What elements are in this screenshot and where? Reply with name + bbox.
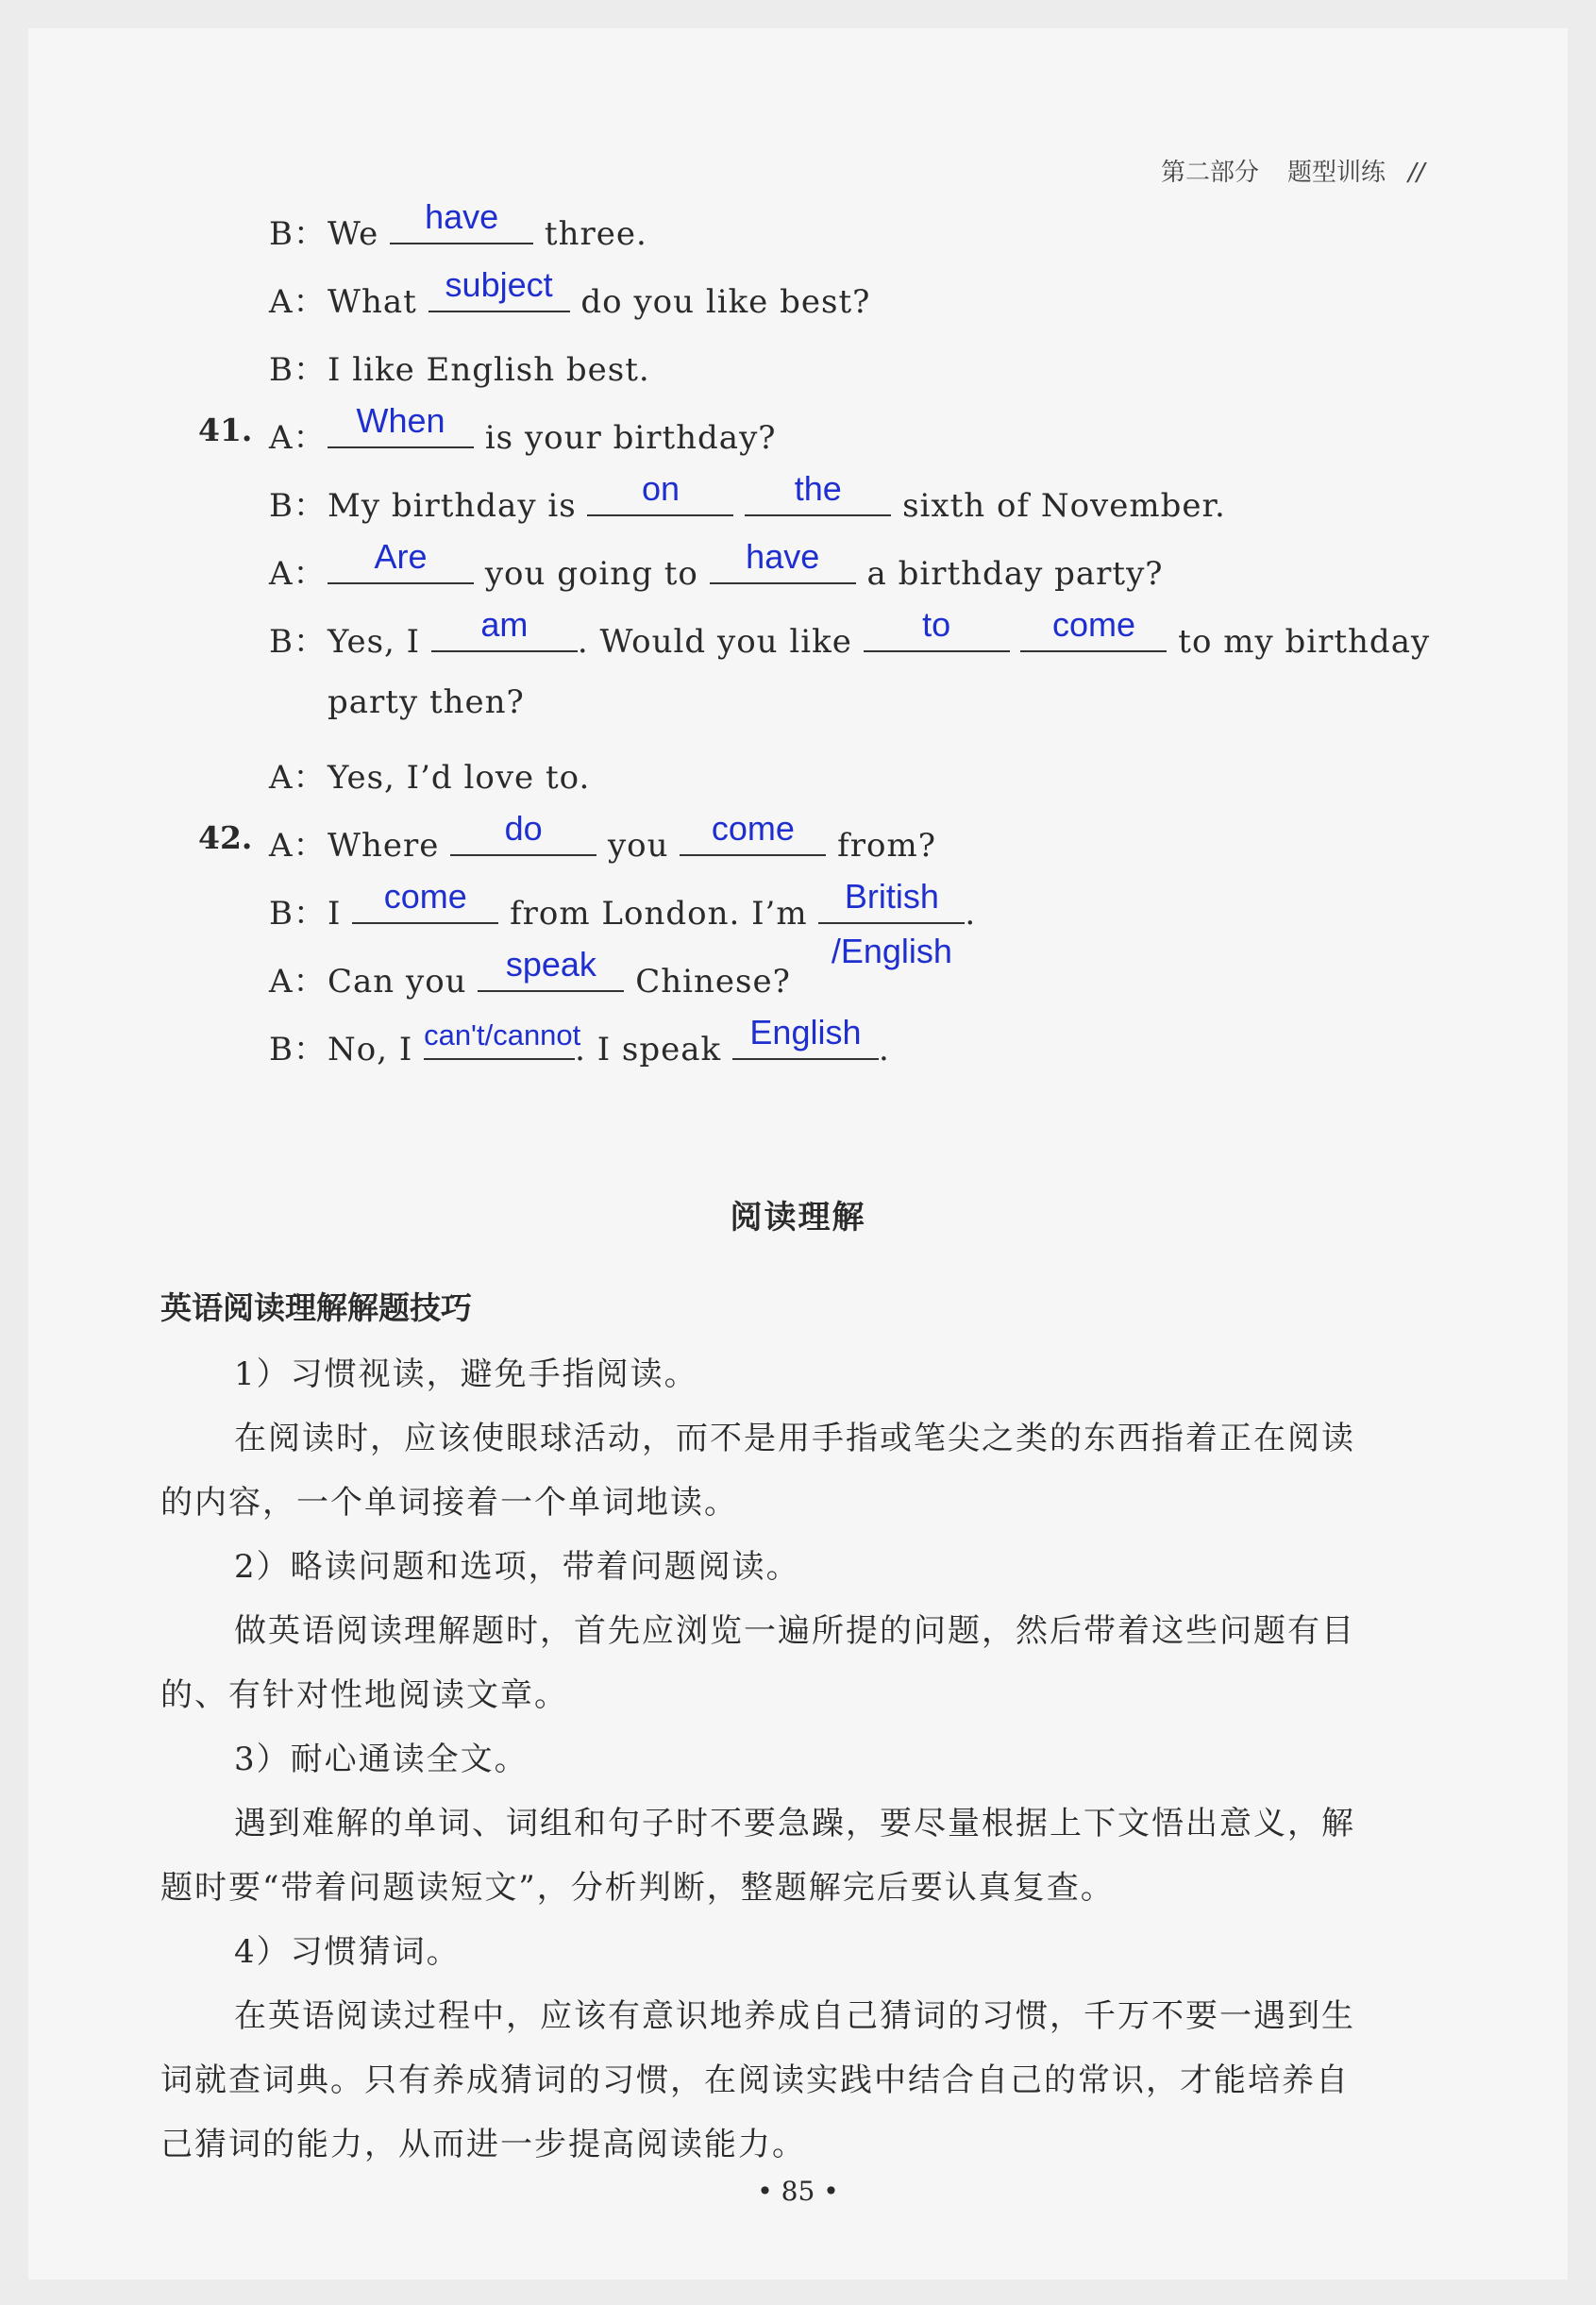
tip-heading: 4）习惯猜词。	[234, 1933, 461, 1971]
tip-heading: 2）略读问题和选项，带着问题阅读。	[234, 1548, 800, 1586]
line-text: Where	[328, 827, 440, 865]
line-text: you	[607, 827, 669, 865]
answer-blank[interactable]	[450, 809, 596, 856]
line-text: We	[328, 215, 379, 253]
line-text: party then?	[328, 683, 525, 721]
answer-text: subject	[445, 265, 553, 304]
tip-paragraph: 的、有针对性地阅读文章。	[160, 1676, 568, 1714]
speaker-label: B	[269, 623, 294, 661]
answer-blank[interactable]	[864, 605, 1010, 652]
answer-blank[interactable]	[431, 605, 578, 652]
line-text: . I speak	[575, 1031, 722, 1068]
line-text: I	[328, 895, 342, 933]
header-part: 第二部分	[1161, 159, 1260, 187]
dialogue-line: B：Yes, I am . Would you like to come to my birthday	[269, 605, 1431, 661]
answer-text: am	[480, 605, 529, 644]
dialogue-line	[328, 683, 525, 731]
dialogue-line: B：My birthday is on the sixth of November.	[269, 469, 1226, 525]
answer-blank[interactable]	[680, 809, 826, 856]
line-text: My birthday is	[328, 487, 577, 525]
line-text: to my birthday	[1178, 623, 1431, 661]
answer-blank[interactable]	[424, 1018, 581, 1060]
line-text: I like English best.	[328, 351, 650, 389]
header-section: 题型训练	[1287, 159, 1386, 187]
tip-paragraph: 在阅读时，应该使眼球活动，而不是用手指或笔尖之类的东西指着正在阅读	[234, 1420, 1355, 1457]
dialogue-line: A：Can you speak Chinese?	[269, 945, 791, 1001]
tip-heading: 3）耐心通读全文。	[234, 1741, 529, 1778]
line-text: Yes, I	[328, 623, 421, 661]
speaker-label: B	[269, 895, 294, 933]
answer-text: the	[794, 469, 842, 508]
line-text: Can you	[328, 963, 467, 1001]
answer-text: have	[425, 197, 499, 236]
dialogue-line: A：Yes, I’d love to.	[269, 759, 591, 797]
speaker-label: A	[269, 555, 294, 593]
speaker-label: A	[269, 963, 294, 1001]
speaker-label: A	[269, 419, 294, 457]
answer-blank[interactable]	[587, 469, 733, 516]
dialogue-line: B：No, I can't/cannot . I speak English .	[269, 1013, 890, 1068]
speaker-label: B	[269, 487, 294, 525]
dialogue-line: B：I come from London. I’m British /English .	[269, 877, 977, 970]
tip-paragraph: 的内容，一个单词接着一个单词地读。	[160, 1484, 738, 1522]
answer-text: come	[383, 877, 467, 916]
line-text: .	[965, 895, 977, 933]
line-text: from London. I’m	[510, 895, 808, 933]
line-text: No, I	[328, 1031, 413, 1068]
page	[28, 28, 1568, 2280]
answer-blank[interactable]	[478, 945, 624, 992]
speaker-label: B	[269, 215, 294, 253]
answer-text: to	[922, 605, 951, 644]
answer-text: speak	[505, 945, 596, 984]
tip-paragraph: 己猜词的能力，从而进一步提高阅读能力。	[160, 2126, 806, 2163]
tip-paragraph: 题时要“带着问题读短文”，分析判断，整题解完后要认真复查。	[160, 1869, 1115, 1907]
tips-title: 英语阅读理解解题技巧	[160, 1289, 472, 1326]
dialogue-line: A： When is your birthday?	[269, 401, 777, 457]
tip-paragraph: 做英语阅读理解题时，首先应浏览一遍所提的问题，然后带着这些问题有目	[234, 1612, 1355, 1650]
speaker-label: B	[269, 1031, 294, 1068]
answer-text-continued: /English	[831, 932, 952, 970]
running-header	[1161, 153, 1425, 188]
answer-blank[interactable]	[710, 537, 856, 584]
answer-text: have	[746, 537, 820, 576]
line-text: from?	[837, 827, 936, 865]
line-text: Chinese?	[635, 963, 791, 1001]
answer-text: When	[356, 401, 445, 440]
dialogue-line: B：I like English best.	[269, 351, 650, 389]
answer-blank[interactable]	[328, 401, 474, 448]
question-number-42: 42.	[198, 819, 253, 856]
answer-blank[interactable]	[352, 877, 498, 924]
answer-text: on	[641, 469, 680, 508]
speaker-label: A	[269, 759, 294, 797]
tip-heading: 1）习惯视读，避免手指阅读。	[234, 1355, 698, 1393]
answer-blank[interactable]	[745, 469, 891, 516]
answer-blank[interactable]	[328, 537, 474, 584]
speaker-label: B	[269, 351, 294, 389]
dialogue-line: A： Are you going to have a birthday party?	[269, 537, 1164, 593]
answer-text: British	[844, 877, 939, 916]
answer-text: come	[711, 809, 795, 848]
dialogue-line: A：What subject do you like best?	[269, 265, 871, 321]
line-text: Yes, I’d love to.	[328, 759, 591, 797]
answer-text: come	[1051, 605, 1135, 644]
answer-text: can't/cannot	[424, 1018, 581, 1052]
tip-paragraph: 词就查词典。只有养成猜词的习惯，在阅读实践中结合自己的常识，才能培养自	[160, 2061, 1350, 2099]
speaker-label: A	[269, 827, 294, 865]
line-text: sixth of November.	[902, 487, 1226, 525]
dialogue-line: A：Where do you come from?	[269, 809, 936, 865]
dialogue-line: B：We have three.	[269, 197, 647, 253]
answer-blank[interactable]	[428, 265, 570, 312]
line-text: What	[328, 283, 417, 321]
speaker-label: A	[269, 283, 294, 321]
answer-text: Are	[374, 537, 428, 576]
answer-text: do	[504, 809, 543, 848]
question-number-41: 41.	[198, 412, 253, 448]
page-number: • 85 •	[757, 2176, 839, 2207]
answer-blank[interactable]	[818, 877, 965, 970]
line-text: you going to	[484, 555, 698, 593]
line-text: .	[878, 1031, 890, 1068]
tip-paragraph: 在英语阅读过程中，应该有意识地养成自己猜词的习惯，千万不要一遇到生	[234, 1997, 1355, 2035]
line-text: three.	[544, 215, 647, 253]
answer-text: English	[749, 1013, 862, 1052]
answer-blank[interactable]	[390, 197, 533, 244]
line-text: is your birthday?	[484, 419, 777, 457]
line-text: a birthday party?	[866, 555, 1164, 593]
section-title: 阅读理解	[730, 1199, 866, 1237]
line-text: . Would you like	[577, 623, 852, 661]
answer-blank[interactable]	[732, 1013, 879, 1060]
answer-blank[interactable]	[1020, 605, 1167, 652]
header-mark: //	[1408, 159, 1425, 187]
tip-paragraph: 遇到难解的单词、词组和句子时不要急躁，要尽量根据上下文悟出意义，解	[234, 1805, 1355, 1842]
line-text: do you like best?	[580, 283, 871, 321]
